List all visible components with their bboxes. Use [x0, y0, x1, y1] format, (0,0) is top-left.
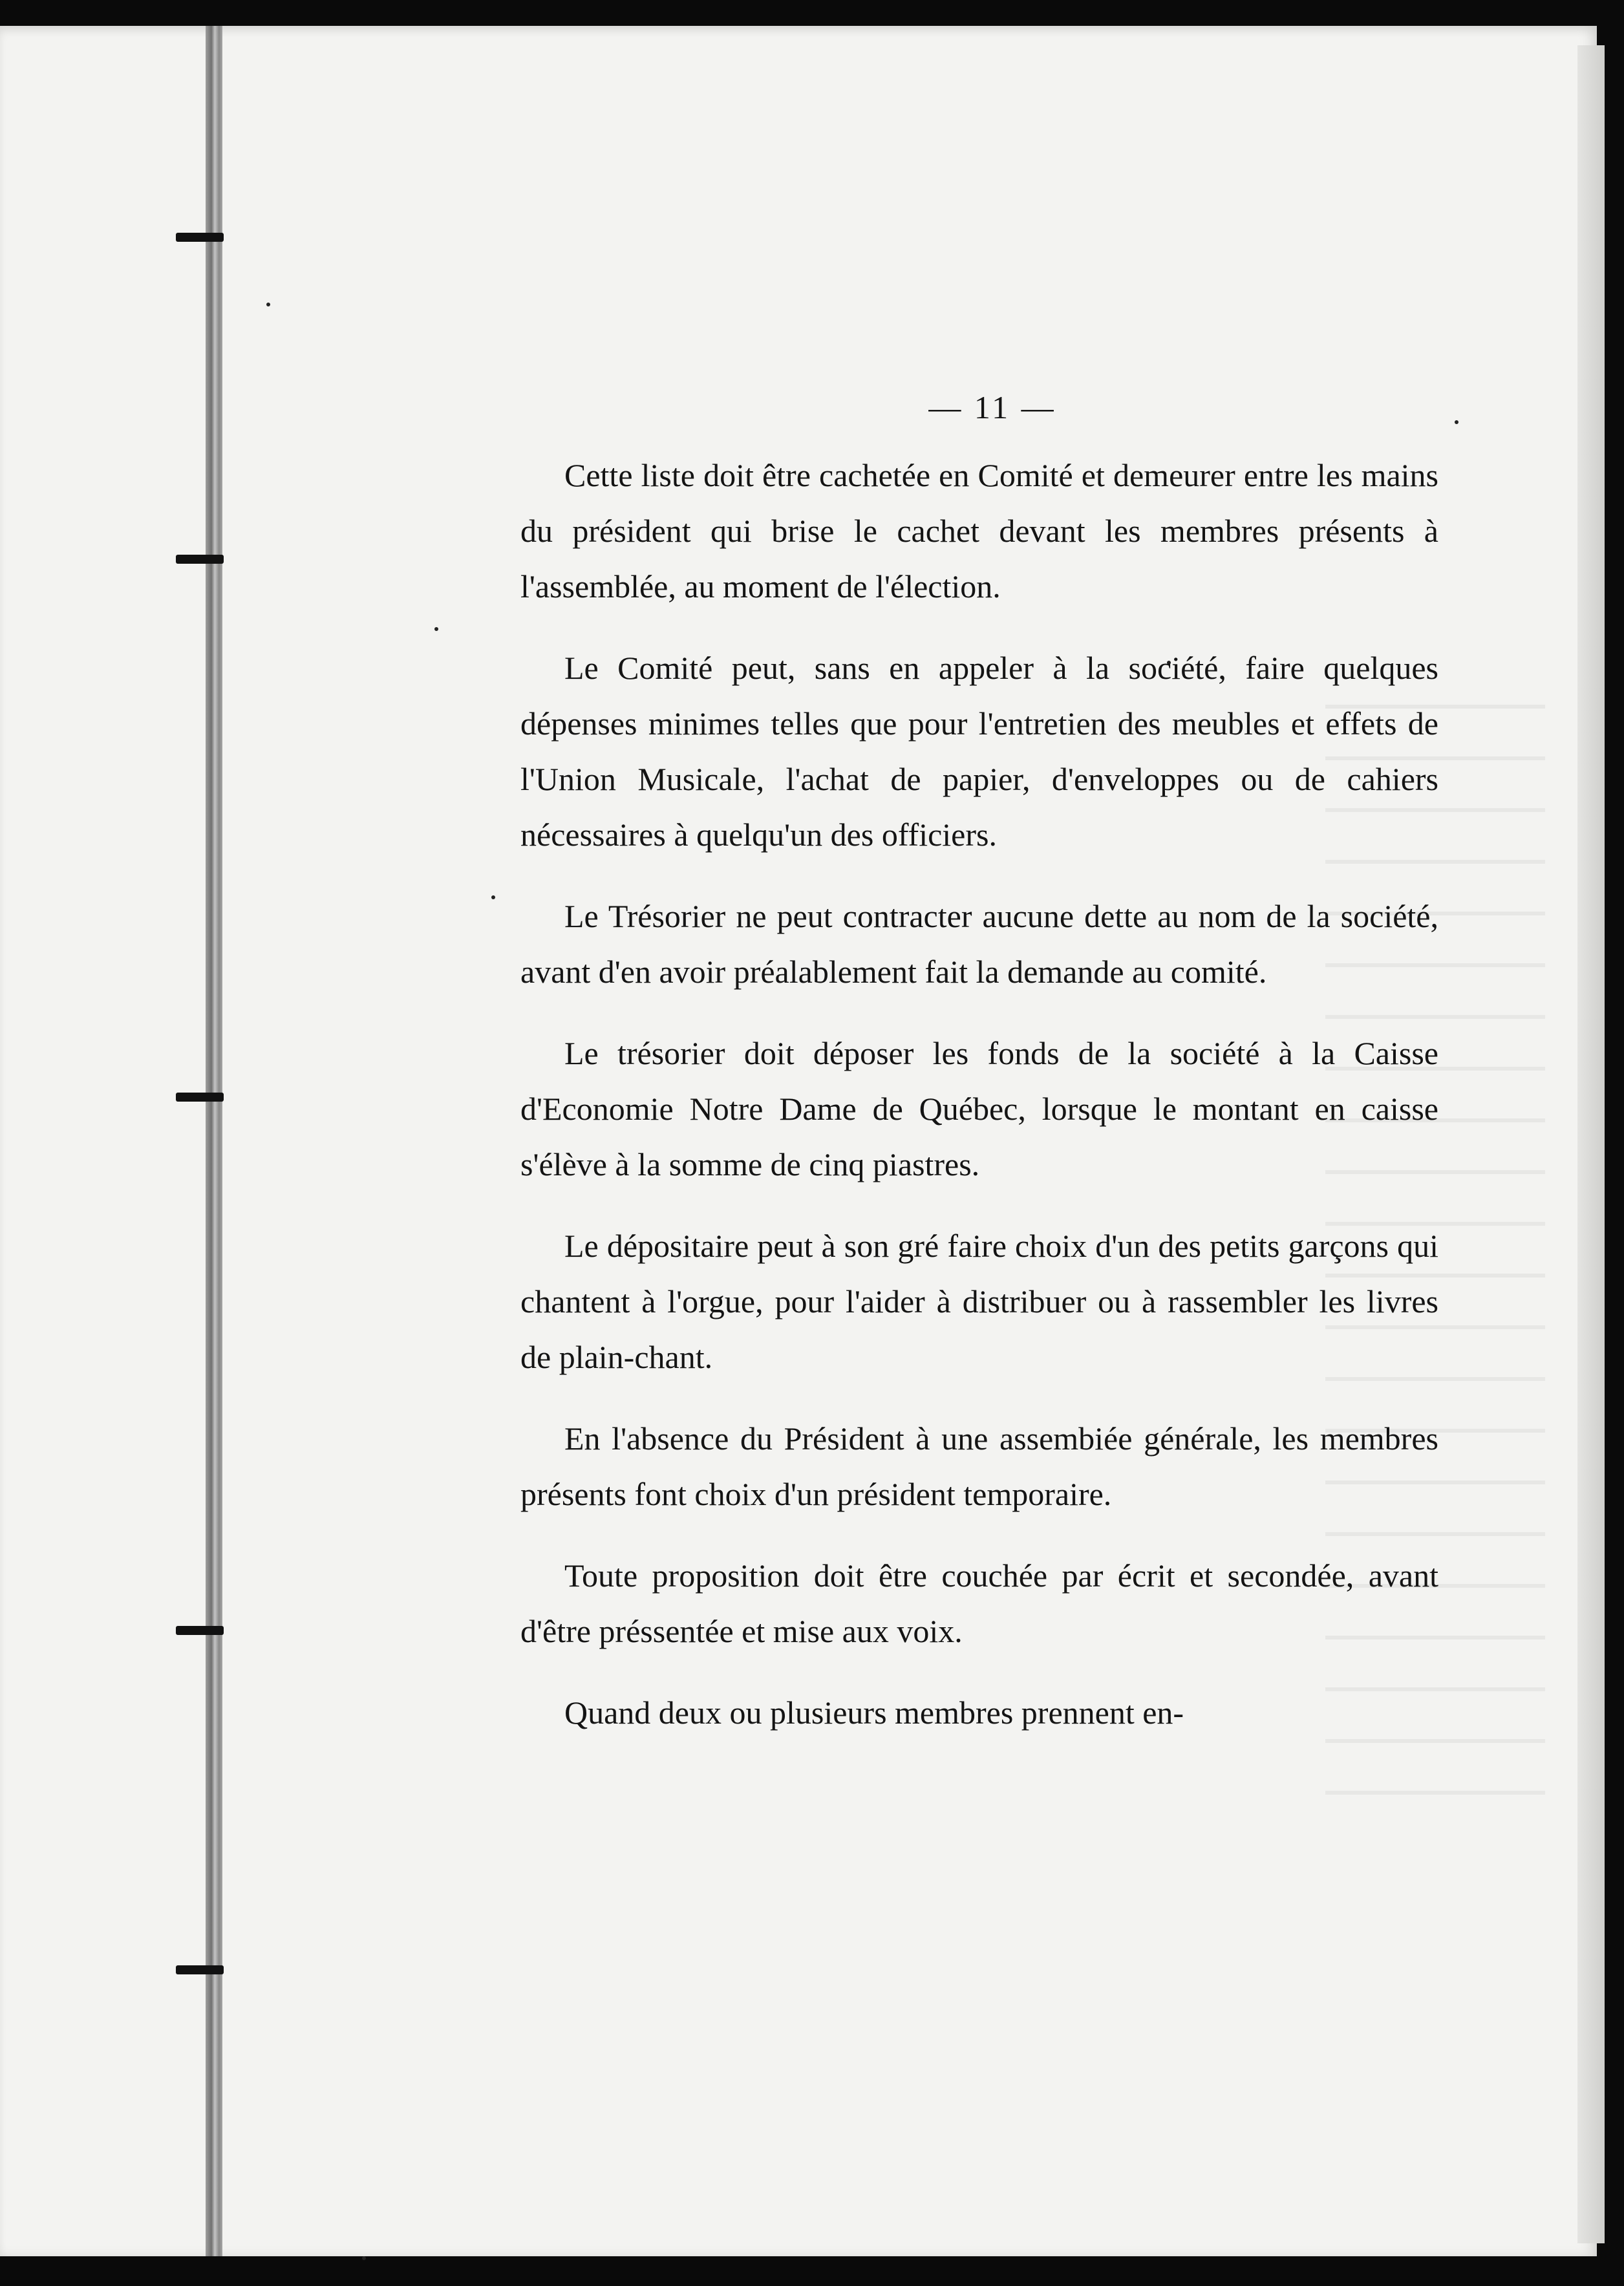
paper-speck: [491, 895, 495, 899]
paragraph: Le trésorier doit déposer les fonds de la société à la Caisse d'Economie Notre Dame de Québec, lorsque le montant en caisse s'élève à la somme de cinq piastres.: [520, 1035, 1438, 1182]
paper-speck: [1455, 420, 1458, 424]
paragraph: Toute proposition doit être couchée par écrit et secondée, avant d'être préssentée et mise aux voix.: [520, 1557, 1438, 1649]
page-text: [520, 388, 1438, 1766]
page-number: — 11 —: [928, 389, 1056, 425]
page-edge: [1577, 45, 1605, 2243]
paragraph: Cette liste doit être cachetée en Comité et demeurer entre les mains du président qui brise le cachet devant les membres présents à l'assemblée, au moment de l'élection.: [520, 457, 1438, 604]
binding-stitch: [176, 1626, 224, 1635]
binding-stitch: [176, 1093, 224, 1102]
paragraph: Le Comité peut, sans en appeler à la société, faire quelques dépenses minimes telles que pour l'entretien des meubles et effets de l'Union Musicale, l'achat de papier, d'enveloppes ou de cahiers nécessaires à quelqu'un des officiers.: [520, 650, 1438, 853]
binding-spine: [206, 26, 222, 2256]
paragraph: Quand deux ou plusieurs membres prennent en-: [564, 1694, 1184, 1731]
paragraph: En l'absence du Président à une assembiée générale, les membres présents font choix d'un président temporaire.: [520, 1420, 1438, 1512]
paragraph: Le Trésorier ne peut contracter aucune dette au nom de la société, avant d'en avoir préalablement fait la demande au comité.: [520, 898, 1438, 990]
paragraph: Le dépositaire peut à son gré faire choix d'un des petits garçons qui chantent à l'orgue, pour l'aider à distribuer ou à rassembler les livres de plain-chant.: [520, 1228, 1438, 1375]
binding-stitch: [176, 1965, 224, 1974]
paper-speck: [434, 627, 438, 631]
binding-stitch: [176, 233, 224, 242]
paper-speck: [266, 303, 270, 306]
binding-stitch: [176, 555, 224, 564]
paper-speck: [362, 2256, 366, 2260]
